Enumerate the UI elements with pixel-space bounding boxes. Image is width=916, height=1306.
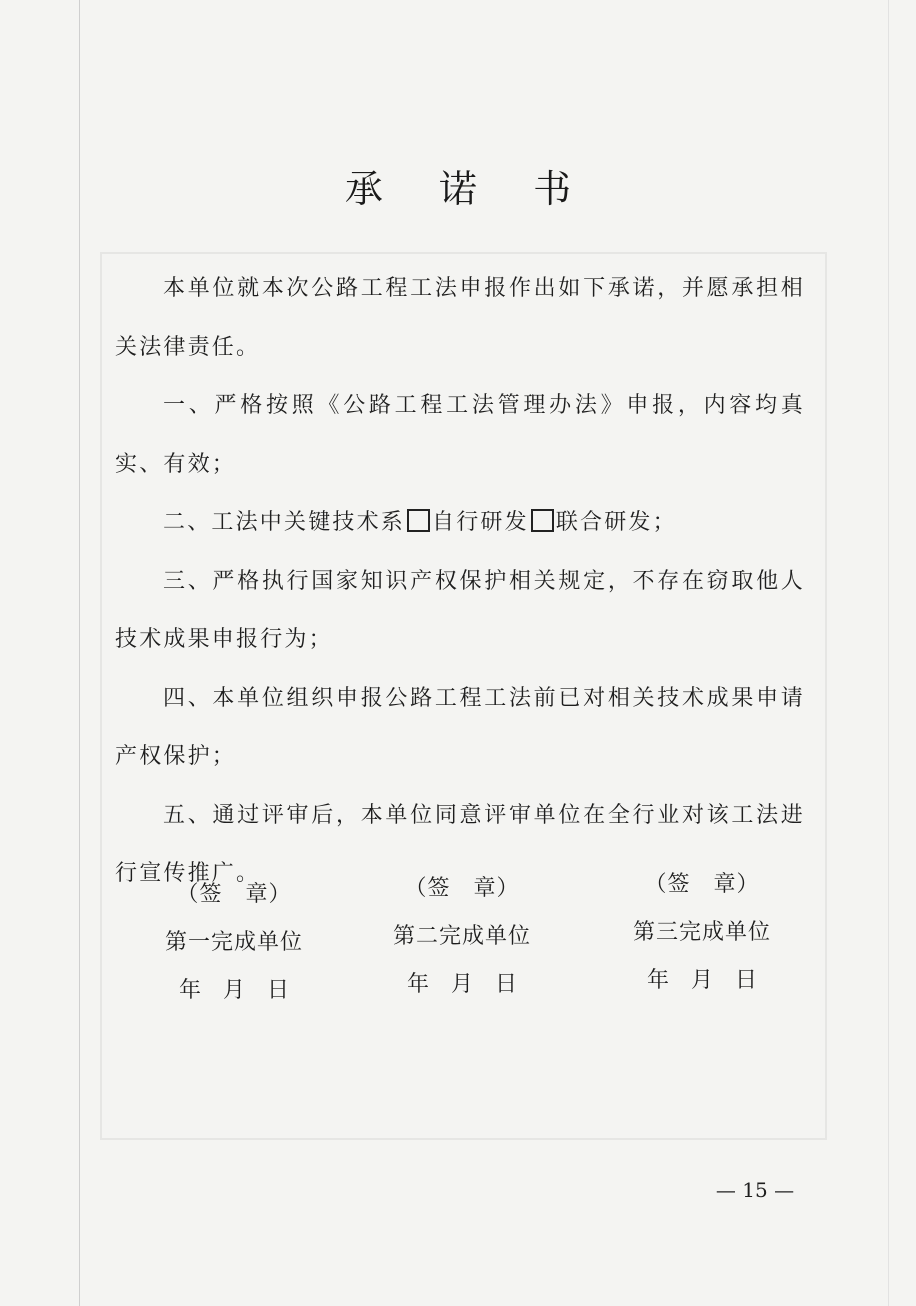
self-developed-checkbox[interactable] <box>407 509 430 532</box>
date-label: 年 月 日 <box>646 968 757 993</box>
commitment-body <box>115 260 805 904</box>
unit-label: 第二完成单位 <box>392 924 531 949</box>
self-developed-label: 自行研发 <box>432 510 529 535</box>
joint-developed-label: 联合研发； <box>555 510 677 535</box>
item-2-prefix: 二、工法中关键技术系 <box>163 510 406 535</box>
joint-developed-checkbox[interactable] <box>531 509 554 532</box>
seal-label: （签 章） <box>404 876 520 901</box>
signature-block-third <box>602 862 802 1004</box>
signature-block-first <box>134 872 334 1014</box>
commitment-item-1: 一、严格按照《公路工程工法管理办法》申报，内容均真实、有效； <box>115 393 805 477</box>
date-label: 年 月 日 <box>178 978 289 1003</box>
signature-block-second <box>362 866 562 1008</box>
commitment-item-3: 三、严格执行国家知识产权保护相关规定，不存在窃取他人技术成果申报行为； <box>115 568 805 652</box>
seal-label: （签 章） <box>644 872 760 897</box>
seal-label: （签 章） <box>176 882 292 907</box>
commitment-item-5: 五、通过评审后，本单位同意评审单位在全行业对该工法进行宣传推广。 <box>115 802 805 886</box>
unit-label: 第三完成单位 <box>632 920 771 945</box>
page-number: — 15 — <box>715 1178 795 1202</box>
page-title: 承 诺 书 <box>344 167 594 211</box>
unit-label: 第一完成单位 <box>164 930 303 955</box>
intro-paragraph: 本单位就本次公路工程工法申报作出如下承诺，并愿承担相关法律责任。 <box>115 276 805 360</box>
date-label: 年 月 日 <box>406 972 517 997</box>
commitment-item-2 <box>115 494 805 553</box>
commitment-item-4: 四、本单位组织申报公路工程工法前已对相关技术成果申请产权保护； <box>115 685 805 769</box>
